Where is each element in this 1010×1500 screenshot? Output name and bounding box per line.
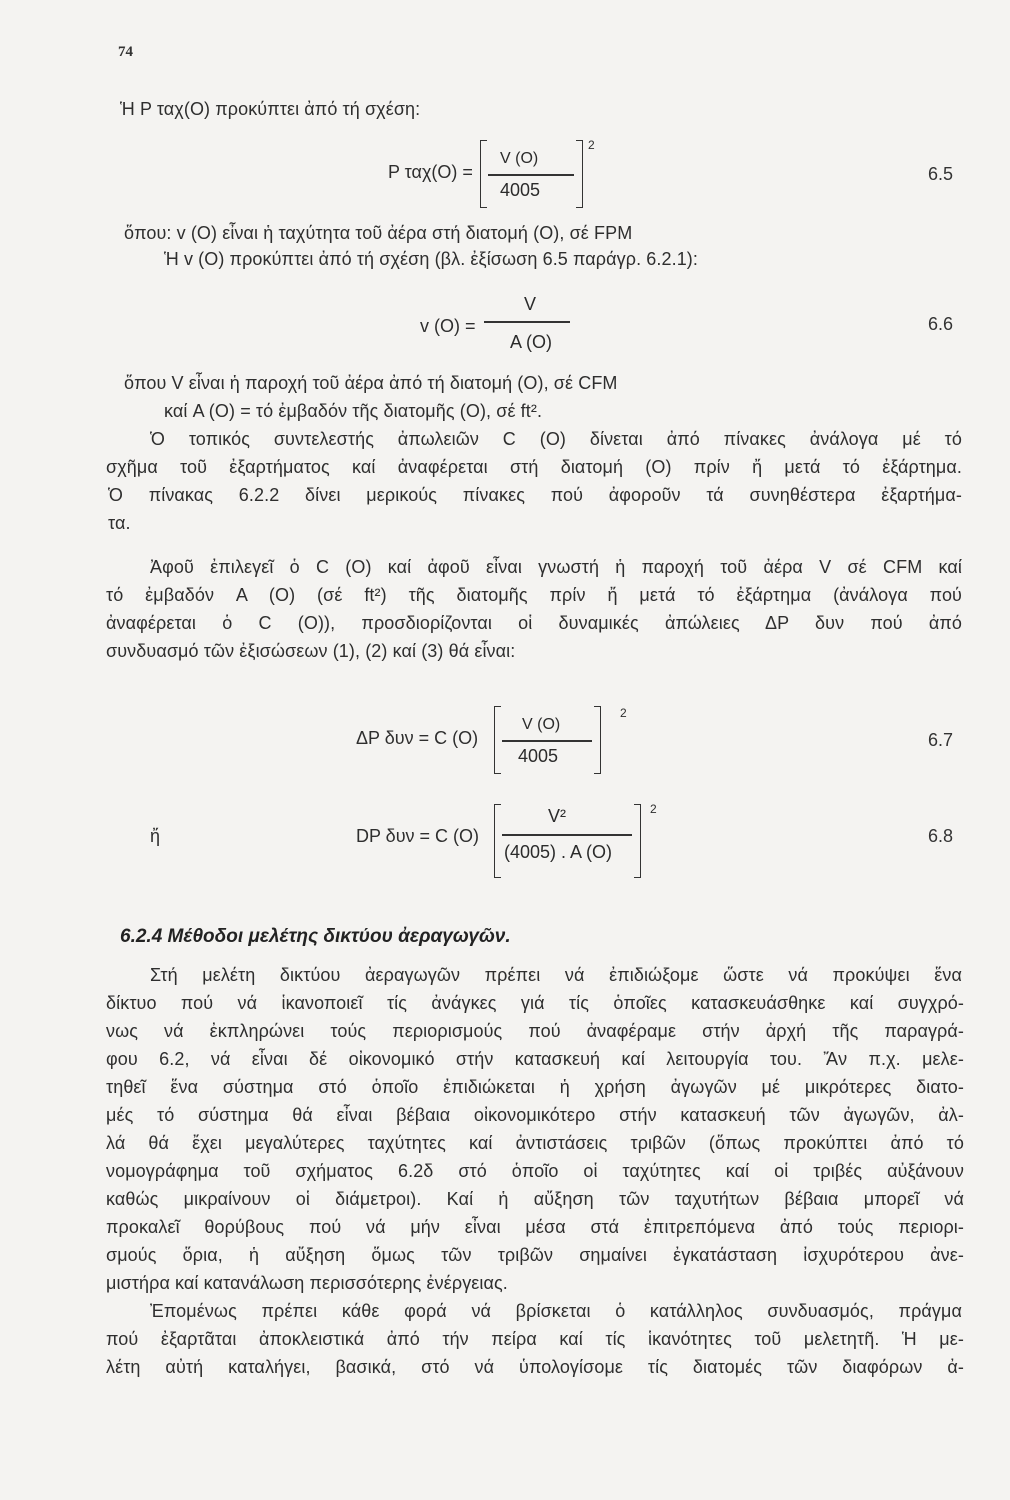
intro-line: Ἡ Ρ ταχ(Ο) προκύπτει ἀπό τή σχέση: xyxy=(120,99,421,119)
eq-6-8-power: 2 xyxy=(650,802,657,816)
eq-6-7-right-bracket xyxy=(594,706,601,774)
para3-line-3: νως νά ἐκπληρώνει τούς περιορισμούς πού ἀναφέραμε στήν ἀρχή τῆς παραγρά- xyxy=(106,1021,964,1041)
and-A-line: καί A (Ο) = τό ἐμβαδόν τῆς διατομῆς (Ο), σέ ft². xyxy=(164,401,543,421)
or-label: ἤ xyxy=(150,826,161,846)
where-V-line: ὅπου V εἶναι ἡ παροχή τοῦ ἀέρα ἀπό τή διατομή (Ο), σέ CFM xyxy=(124,373,618,393)
para3-line-15: λέτη αὐτή καταλήγει, βασικά, στό νά ὑπολογίσομε τίς διατομές τῶν διαφόρων ἀ- xyxy=(106,1357,964,1377)
eq-6-7-power: 2 xyxy=(620,706,627,720)
where-v-line: ὅπου: v (Ο) εἶναι ἡ ταχύτητα τοῦ ἀέρα στή διατομή (Ο), σέ FPM xyxy=(124,223,633,243)
eq-6-7-lhs: ΔΡ δυν = C (O) xyxy=(356,728,479,748)
eq-6-7-denominator: 4005 xyxy=(518,746,559,766)
eq-6-8-fraction-bar xyxy=(502,834,632,836)
para3-line-13: Ἐπομένως πρέπει κάθε φορά νά βρίσκεται ὁ κατάλληλος συνδυασμός, πράγμα xyxy=(150,1301,962,1321)
eq-6-7-numerator: V (O) xyxy=(522,716,561,733)
eq-6-5-lhs: Ρ ταχ(Ο) = xyxy=(388,162,473,182)
eq-6-7-left-bracket xyxy=(494,706,501,774)
para3-line-12: μιστήρα καί κατανάλωση περισσότερης ἐνέργειας. xyxy=(106,1273,508,1293)
eq-6-6-denominator: A (O) xyxy=(510,332,553,352)
para3-line-4: φου 6.2, νά εἶναι δέ οἰκονομικό στήν κατασκευή καί λειτουργία του. Ἄν π.χ. μελε- xyxy=(106,1049,964,1069)
v-from-line: Ἡ v (Ο) προκύπτει ἀπό τή σχέση (βλ. ἐξίσωση 6.5 παράγρ. 6.2.1): xyxy=(164,249,699,269)
para2-line-2: τό ἐμβαδόν A (Ο) (σέ ft²) τῆς διατομῆς πρίν ἤ μετά τό ἐξάρτημα (ἀνάλογα πού xyxy=(106,585,962,605)
eq-6-5-power: 2 xyxy=(588,138,595,152)
eq-6-6-lhs: v (Ο) = xyxy=(420,316,476,336)
para1-line-2: σχῆμα τοῦ ἐξαρτήματος καί ἀναφέρεται στή διατομή (Ο) πρίν ἤ μετά τό ἐξάρτημα. xyxy=(106,457,962,477)
eq-6-8-right-bracket xyxy=(634,804,641,878)
eq-6-5-numerator: V (O) xyxy=(500,150,539,167)
eq-6-5-right-bracket xyxy=(576,140,583,208)
eq-6-7-number: 6.7 xyxy=(928,730,954,750)
para3-line-2: δίκτυο πού νά ἱκανοποιεῖ τίς ἀνάγκες γιά τίς ὁποῖες κατασκευάσθηκε καί συγχρό- xyxy=(106,993,964,1013)
para3-line-10: προκαλεῖ θορύβους πού νά μήν εἶναι μέσα στά ἐπιτρεπόμενα ἀπό τούς περιορι- xyxy=(106,1217,964,1237)
para3-line-9: καθώς μικραίνουν οἱ διάμετροι). Καί ἡ αὔξηση τῶν ταχυτήτων βέβαια μπορεῖ νά xyxy=(106,1189,964,1209)
para3-line-8: νομογράφημα τοῦ σχήματος 6.2δ στό ὁποῖο οἱ ταχύτητες καί οἱ τριβές αὐξάνουν xyxy=(106,1161,964,1181)
eq-6-7-fraction-bar xyxy=(502,740,592,742)
eq-6-8-lhs: DP δυν = C (O) xyxy=(356,826,480,846)
para3-line-6: μές τό σύστημα θά εἶναι βέβαια οἰκονομικότερο στήν κατασκευή τῶν ἀγωγῶν, ἀλ- xyxy=(106,1105,964,1125)
eq-6-5-number: 6.5 xyxy=(928,164,954,184)
eq-6-8-left-bracket xyxy=(494,804,501,878)
page-number: 74 xyxy=(118,44,133,60)
para3-line-7: λά θά ἔχει μεγαλύτερες ταχύτητες καί ἀντιστάσεις τριβῶν (ὅπως προκύπτει ἀπό τό xyxy=(106,1133,964,1153)
para1-line-3: Ὁ πίνακας 6.2.2 δίνει μερικούς πίνακες πού ἀφοροῦν τά συνηθέστερα ἐξαρτήμα- xyxy=(108,485,962,505)
eq-6-5-fraction-bar xyxy=(488,174,574,176)
eq-6-5-denominator: 4005 xyxy=(500,180,541,200)
section-heading: 6.2.4 Μέθοδοι μελέτης δικτύου ἀεραγωγῶν. xyxy=(120,926,511,947)
eq-6-8-denominator: (4005) . A (O) xyxy=(504,842,613,862)
para1-line-4: τα. xyxy=(108,513,131,533)
para3-line-1: Στή μελέτη δικτύου ἀεραγωγῶν πρέπει νά ἐπιδιώξομε ὥστε νά προκύψει ἕνα xyxy=(150,965,962,985)
eq-6-8-number: 6.8 xyxy=(928,826,954,846)
eq-6-6-numerator: V xyxy=(524,294,537,314)
eq-6-6-number: 6.6 xyxy=(928,314,954,334)
para3-line-14: πού ἐξαρτᾶται ἀποκλειστικά ἀπό τήν πείρα καί τίς ἱκανότητες τοῦ μελετητῆ. Ἡ με- xyxy=(106,1329,964,1349)
para2-line-3: ἀναφέρεται ὁ C (Ο)), προσδιορίζονται οἱ δυναμικές ἀπώλειες ΔΡ δυν πού ἀπό xyxy=(106,613,962,633)
para2-line-4: συνδυασμό τῶν ἐξισώσεων (1), (2) καί (3) θά εἶναι: xyxy=(106,641,516,661)
eq-6-8-numerator: V² xyxy=(548,806,566,826)
para2-line-1: Ἀφοῦ ἐπιλεγεῖ ὁ C (Ο) καί ἀφοῦ εἶναι γνωστή ἡ παροχή τοῦ ἀέρα V σέ CFM καί xyxy=(150,557,962,577)
para3-line-11: σμούς ὅρια, ἡ αὔξηση ὅμως τῶν τριβῶν σημαίνει ἐγκατάσταση ἰσχυρότερου ἀνε- xyxy=(106,1245,964,1265)
para3-line-5: τηθεῖ ἕνα σύστημα στό ὁποῖο ἐπιδιώκεται ἡ χρήση ἀγωγῶν μέ μικρότερες διατο- xyxy=(106,1077,964,1097)
eq-6-5-left-bracket xyxy=(480,140,487,208)
para1-line-1: Ὁ τοπικός συντελεστής ἀπωλειῶν C (Ο) δίνεται ἀπό πίνακες ἀνάλογα μέ τό xyxy=(150,429,962,449)
eq-6-6-fraction-bar xyxy=(484,321,570,323)
